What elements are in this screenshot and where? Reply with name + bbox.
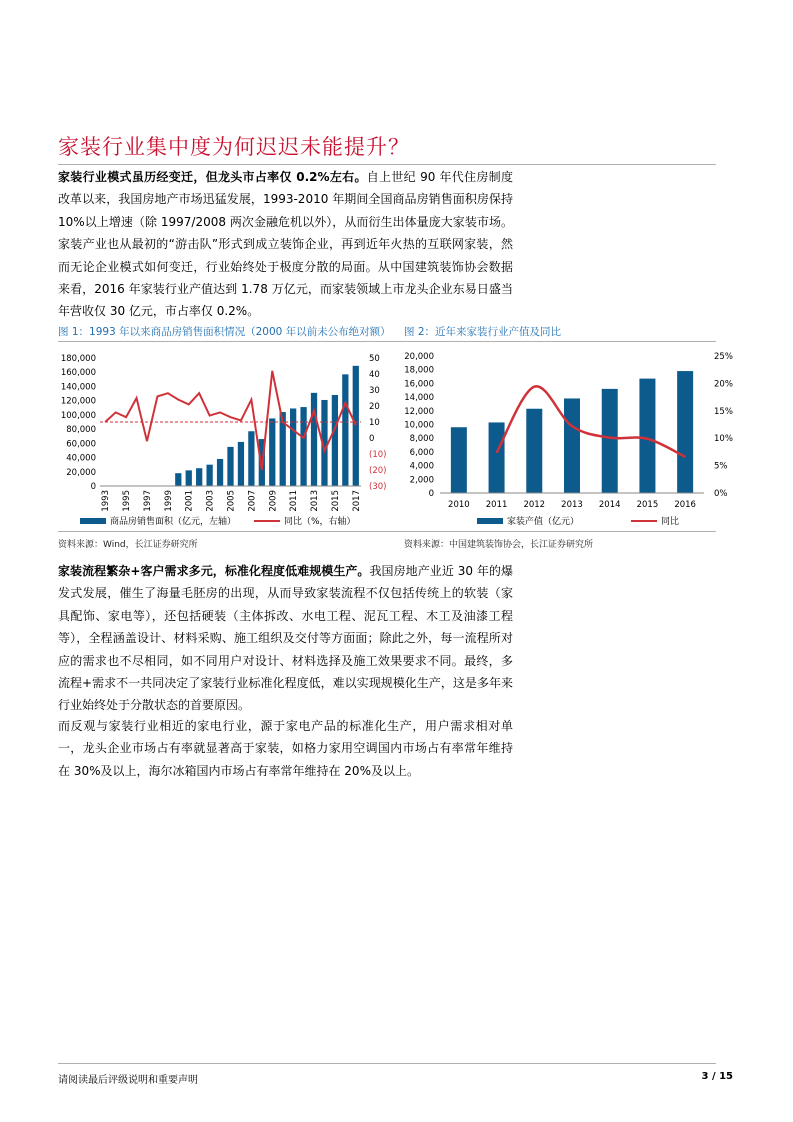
figure-1-x-tick: 2013 [310, 490, 321, 512]
figure-2-bar [451, 427, 467, 493]
figure-1-x-tick: 2005 [226, 490, 237, 512]
figure-1-title: 图 1：1993 年以来商品房销售面积情况（2000 年以前未公布绝对额） [58, 326, 391, 338]
figure-2-bar [602, 389, 618, 493]
figure-2-bar [489, 422, 505, 493]
figure-1-left-tick: 60,000 [66, 439, 96, 450]
figure-2-legend-bar-label: 家装产值（亿元） [507, 517, 580, 527]
figure-2-x-tick: 2012 [523, 500, 546, 510]
figure-1-left-tick: 100,000 [60, 410, 96, 421]
paragraph-2-lead: 家装流程繁杂+客户需求多元，标准化程度低难规模生产。 [58, 564, 370, 578]
figure-1-chart [58, 346, 388, 530]
figure-1-x-tick: 2007 [247, 490, 258, 512]
footer-divider [58, 1063, 716, 1064]
figure-2-bar [677, 371, 693, 493]
figure-2-left-tick: 0 [428, 489, 434, 499]
figure-1-bar [196, 468, 202, 486]
figure-2-left-tick: 12,000 [404, 406, 434, 417]
figure-2-x-tick: 2011 [485, 500, 508, 510]
figure-1-legend-line-label: 同比（%，右轴） [284, 517, 356, 527]
figure-1-left-tick: 120,000 [60, 396, 96, 407]
figure-1-left-tick: 180,000 [60, 354, 96, 364]
figure-1-bar [269, 418, 275, 486]
figure-2-x-tick: 2016 [674, 500, 696, 510]
figure-1-left-axis [61, 354, 96, 492]
figure-top-divider [58, 341, 716, 342]
paragraph-2 [58, 560, 513, 717]
figure-2-left-tick: 4,000 [409, 461, 434, 472]
figure-2-x-tick: 2013 [561, 500, 583, 510]
figure-1-x-tick: 2003 [205, 490, 216, 512]
figure-1-right-tick: (20) [369, 466, 387, 476]
figure-1-bar [227, 447, 233, 486]
figure-2-right-tick: 15% [714, 406, 733, 417]
figure-2-left-tick: 10,000 [404, 420, 434, 431]
figure-2-left-axis [404, 352, 434, 499]
figure-1-left-tick: 140,000 [60, 382, 96, 393]
figure-2-x-tick: 2010 [448, 500, 470, 510]
figure-bottom-divider [58, 531, 716, 532]
figure-1-x-tick: 2017 [351, 490, 362, 512]
figure-1-legend-bar-label: 商品房销售面积（亿元，左轴） [110, 517, 237, 527]
page-number: 3 / 15 [701, 1071, 733, 1082]
figure-2-left-tick: 20,000 [404, 352, 434, 362]
figure-1-x-tick: 2011 [289, 490, 300, 512]
figure-1-bar [311, 393, 317, 486]
figure-2-right-tick: 10% [714, 434, 733, 445]
figure-1-x-ticks [101, 490, 362, 512]
figure-2-bar [639, 379, 655, 493]
figure-1-right-tick: 20 [369, 402, 380, 412]
figure-1-x-tick: 1993 [101, 490, 112, 512]
figure-2-right-tick: 25% [714, 352, 733, 362]
figure-2-source: 资料来源：中国建筑装饰协会，长江证券研究所 [404, 540, 594, 550]
figure-1-legend-bar-swatch [80, 518, 106, 524]
figure-1-x-tick: 1999 [163, 490, 174, 512]
figure-1-right-tick: (10) [369, 450, 387, 460]
figure-1-source: 资料来源：Wind，长江证券研究所 [58, 540, 198, 550]
figure-2-title: 图 2：近年来家装行业产值及同比 [404, 326, 562, 338]
figure-2-bar [526, 409, 542, 493]
figure-2-bars [451, 371, 693, 493]
figure-2-right-tick: 20% [714, 379, 733, 390]
figure-1-bar [206, 465, 212, 486]
figure-2-x-ticks [448, 500, 696, 510]
figure-2-left-tick: 18,000 [404, 365, 434, 376]
figure-1-bar [175, 473, 181, 486]
figure-1-right-tick: 30 [369, 386, 380, 396]
figure-2-left-tick: 16,000 [404, 379, 434, 390]
figure-1-left-tick: 160,000 [60, 368, 96, 379]
page-title: 家装行业集中度为何迟迟未能提升？ [58, 135, 410, 159]
figure-1-bar [186, 470, 192, 486]
figure-2-legend-line-label: 同比 [661, 517, 680, 527]
figure-2-chart [402, 346, 733, 530]
figure-1-x-tick: 2009 [268, 490, 279, 512]
figure-2-left-tick: 2,000 [409, 475, 434, 486]
figure-1-x-tick: 2001 [184, 490, 195, 512]
figure-1-bar [332, 395, 338, 486]
figure-2-left-tick: 8,000 [409, 434, 434, 445]
figure-1-right-tick: 0 [369, 434, 375, 444]
figure-1-left-tick: 20,000 [66, 467, 96, 478]
figure-1-right-tick: 50 [369, 354, 380, 364]
figure-1-right-tick: 10 [369, 418, 380, 428]
figure-1-bar [248, 431, 254, 486]
figure-1-left-tick: 40,000 [66, 453, 96, 464]
paragraph-1-lead: 家装行业模式虽历经变迁，但龙头市占率仅 0.2%左右。 [58, 170, 367, 184]
figure-2-left-tick: 6,000 [409, 447, 434, 458]
figure-1-bar [238, 442, 244, 486]
title-divider [58, 164, 716, 165]
figure-1-right-tick: (30) [369, 482, 387, 492]
figure-1-bar [217, 459, 223, 486]
figure-2-right-tick: 0% [714, 489, 728, 499]
figure-1-left-tick: 80,000 [66, 425, 96, 436]
figure-1-left-tick: 0 [90, 482, 96, 492]
paragraph-3-body: 而反观与家装行业相近的家电行业，源于家电产品的标准化生产，用户需求相对单一，龙头企业市场占有率就显著高于家装，如格力家用空调国内市场占有率常年维持在 30%及以上，海尔冰箱国内市场占有率常年维持在 20%及以上。 [58, 719, 513, 778]
figure-2-left-tick: 14,000 [404, 393, 434, 404]
figure-2-x-tick: 2015 [636, 500, 659, 510]
paragraph-2-body: 我国房地产业近 30 年的爆发式发展，催生了海量毛胚房的出现，从而导致家装流程不仅包括传统上的软装（家具配饰、家电等），还包括硬装（主体拆改、水电工程、泥瓦工程、木工及油漆工程等），全程涵盖设计、材料采购、施工组织及交付等方面面；除此之外，每一流程所对应的需求也不尽相同，如不同用户对设计、材料选择及施工效果要求不同。最终，多流程+需求不一共同决定了家装行业标准化程度低，难以实现规模化生产，这是多年来行业始终处于分散状态的首要原因。 [58, 564, 513, 713]
figure-1-right-tick: 40 [369, 370, 380, 380]
paragraph-1-body: 自上世纪 90 年代住房制度改革以来，我国房地产市场迅猛发展，1993-2010 年期间全国商品房销售面积房保持 10%以上增速（除 1997/2008 两次金融危机以外），从而衍生出体量庞大家装市场。家装产业也从最初的“游击队”形式到成立装饰企业，再到近年火热的互联网家装，然而无论企业模式如何变迁，行业始终处于极度分散的局面。从中国建筑装饰协会数据来看，2016 年家装行业产值达到 1.78 万亿元，而家装领域上市龙头企业东易日盛当年营收仅 30 亿元，市占率仅 0.2%。 [58, 170, 513, 319]
figure-2-right-axis [714, 352, 733, 499]
figure-2-bar [564, 398, 580, 493]
figure-1-x-tick: 2015 [330, 490, 341, 512]
figure-1-bar [353, 366, 359, 486]
figure-2-x-tick: 2014 [598, 500, 621, 510]
footer-disclaimer: 请阅读最后评级说明和重要声明 [58, 1075, 198, 1086]
figure-2-series-line [497, 386, 686, 457]
figure-1-bar [290, 408, 296, 486]
figure-2-legend-bar-swatch [477, 518, 503, 524]
figure-1-bar [300, 407, 306, 486]
paragraph-1 [58, 166, 513, 323]
figure-2-right-tick: 5% [714, 461, 728, 472]
figure-1-x-tick: 1995 [122, 490, 133, 512]
paragraph-3 [58, 715, 513, 782]
figure-1-right-axis [369, 354, 386, 492]
figure-1-x-tick: 1997 [142, 490, 153, 512]
figure-1-bar [342, 374, 348, 486]
